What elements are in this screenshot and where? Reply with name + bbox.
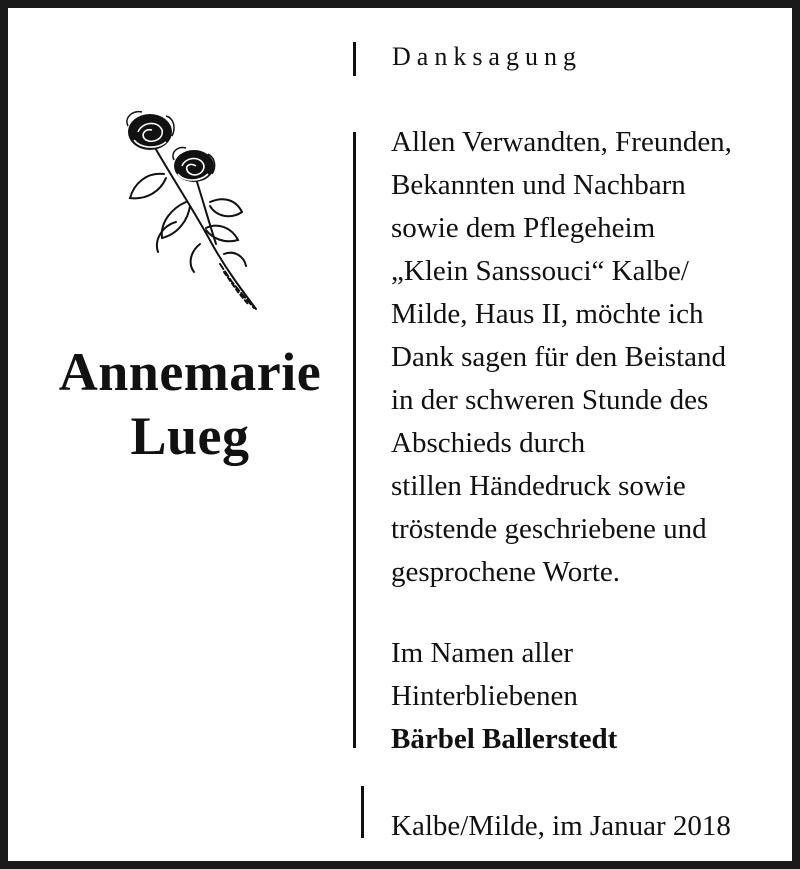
message-line: „Klein Sanssouci“ Kalbe/ (391, 255, 689, 287)
message-line: gesprochene Worte. (391, 556, 621, 588)
signer-name: Bärbel Ballerstedt (391, 723, 618, 755)
closing-line: Hinterbliebenen (391, 680, 578, 712)
divider-top (353, 42, 356, 76)
divider-bottom (361, 786, 364, 838)
divider-middle (353, 132, 356, 748)
message-line: Dank sagen für den Beistand (391, 341, 727, 373)
message-line: Abschieds durch (391, 427, 586, 459)
message-body (391, 121, 732, 594)
notice-heading: Danksagung (392, 42, 582, 71)
place-and-date: Kalbe/Milde, im Januar 2018 (391, 810, 731, 842)
message-line: in der schweren Stunde des (391, 384, 709, 416)
deceased-last-name: Lueg (130, 406, 250, 466)
message-line: Allen Verwandten, Freunden, (391, 126, 732, 158)
message-line: Bekannten und Nachbarn (391, 169, 686, 201)
message-line: stillen Händedruck sowie (391, 470, 686, 502)
message-line: tröstende geschriebene und (391, 513, 707, 545)
message-line: sowie dem Pflegeheim (391, 212, 656, 244)
rose-icon (116, 104, 266, 318)
closing-line: Im Namen aller (391, 637, 573, 669)
message-line: Milde, Haus II, möchte ich (391, 298, 704, 330)
deceased-first-name: Annemarie (58, 342, 322, 402)
closing-block (391, 632, 617, 761)
